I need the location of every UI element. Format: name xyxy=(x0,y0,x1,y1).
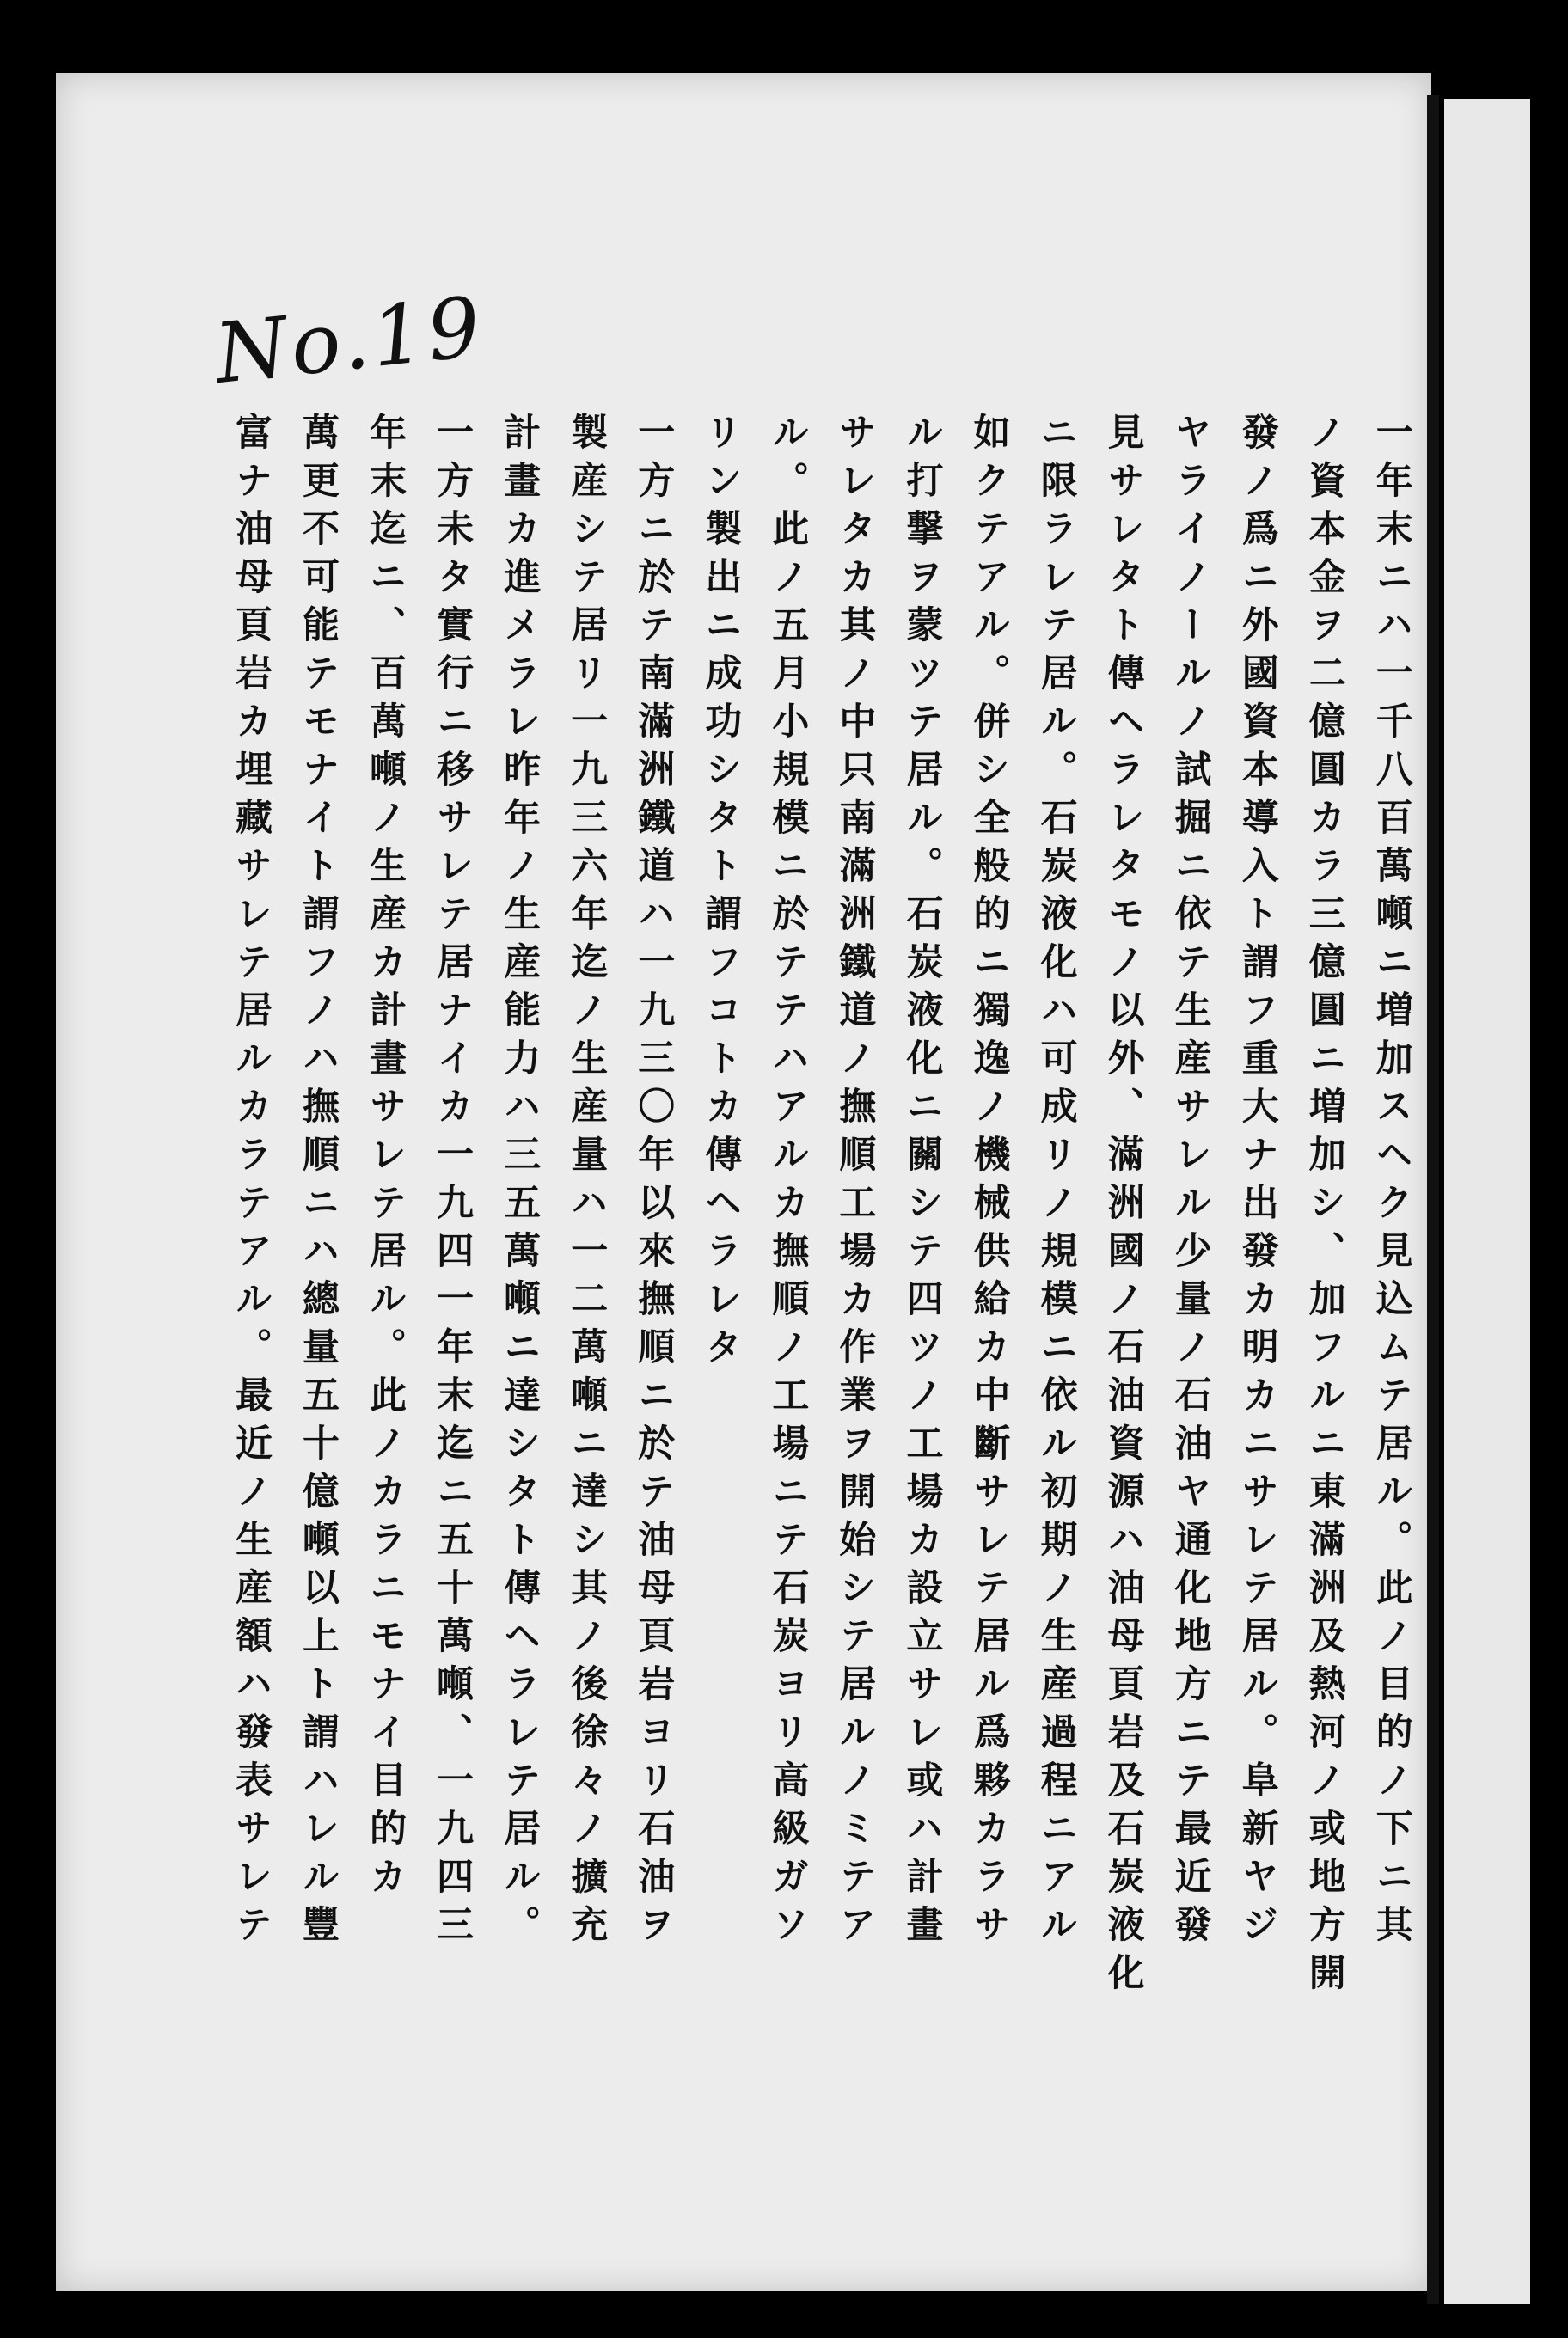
text-column: 如クテアル。併シ全般的ニ獨逸ノ機械供給カ中斷サレテ居ル爲夥カラサ xyxy=(967,413,1011,1953)
text-column: 一方ニ於テ南滿洲鐵道ハ一九三〇年以來撫順ニ於テ油母頁岩ヨリ石油ヲ xyxy=(632,413,676,1953)
document-page xyxy=(56,73,1431,2291)
text-column: 一方未タ實行ニ移サレテ居ナイカ一九四一年末迄ニ五十萬噸、一九四三 xyxy=(431,413,475,1953)
text-column: 見サレタト傳ヘラレタモノ以外、滿洲國ノ石油資源ハ油母頁岩及石炭液化 xyxy=(1101,413,1145,2001)
page-number: No.19 xyxy=(211,278,488,403)
text-column: ニ限ラレテ居ル。石炭液化ハ可成リノ規模ニ依ル初期ノ生産過程ニアル xyxy=(1034,413,1078,1953)
text-column: リン製出ニ成功シタト謂フコトカ傳ヘラレタ xyxy=(699,413,743,1375)
book-spine-shadow xyxy=(1427,95,1439,2304)
text-column: 年末迄ニ、百萬噸ノ生産カ計畫サレテ居ル。此ノカラニモナイ目的カ xyxy=(364,413,407,1905)
text-column: ノ資本金ヲ二億圓カラ三億圓ニ増加シ、加フルニ東滿洲及熱河ノ或地方開 xyxy=(1302,413,1346,2001)
text-column: 計畫カ進メラレ昨年ノ生産能力ハ三五萬噸ニ達シタト傳ヘラレテ居ル。 xyxy=(498,413,542,1953)
text-column: ヤライノールノ試掘ニ依テ生産サレル少量ノ石油ヤ通化地方ニテ最近發 xyxy=(1168,413,1212,1953)
vertical-text-body xyxy=(230,413,1413,2200)
text-column: 製産シテ居リ一九三六年迄ノ生産量ハ一二萬噸ニ達シ其ノ後徐々ノ擴充 xyxy=(565,413,609,1953)
text-column: 富ナ油母頁岩カ埋藏サレテ居ルカラテアル。最近ノ生産額ハ發表サレテ xyxy=(230,413,273,1953)
text-column: ル。此ノ五月小規模ニ於テテハアルカ撫順ノ工場ニテ石炭ヨリ高級ガソ xyxy=(766,413,810,1953)
text-column: サレタカ其ノ中只南滿洲鐵道ノ撫順工場カ作業ヲ開始シテ居ルノミテア xyxy=(833,413,877,1953)
text-column: 發ノ爲ニ外國資本導入ト謂フ重大ナ出發カ明カニサレテ居ル。阜新ヤジ xyxy=(1235,413,1279,1953)
text-column: ル打撃ヲ蒙ツテ居ル。石炭液化ニ關シテ四ツノ工場カ設立サレ或ハ計畫 xyxy=(900,413,944,1953)
adjacent-page-edge xyxy=(1444,99,1530,2304)
text-column: 萬更不可能テモナイト謂フノハ撫順ニハ總量五十億噸以上ト謂ハレル豐 xyxy=(297,413,340,1953)
text-column: 一年末ニハ一千八百萬噸ニ増加スヘク見込ムテ居ル。此ノ目的ノ下ニ其 xyxy=(1369,413,1413,1953)
